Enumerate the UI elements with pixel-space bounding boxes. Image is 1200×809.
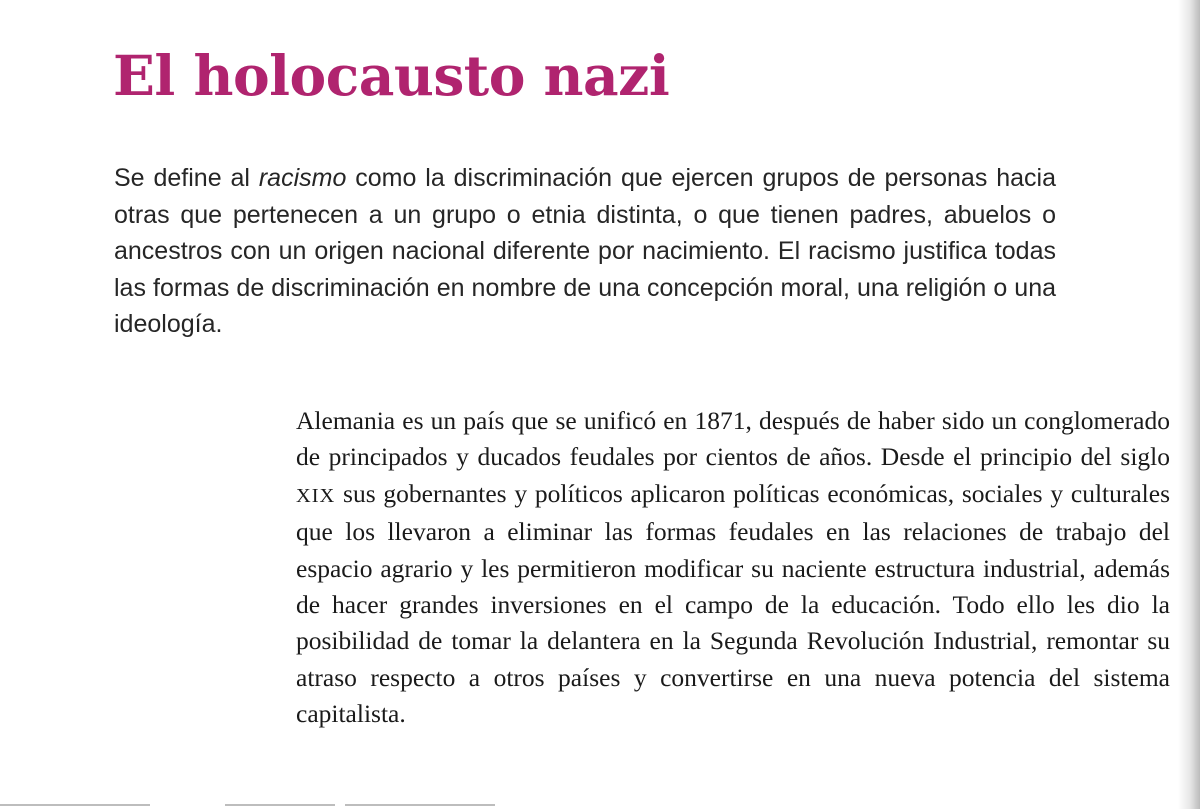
intro-text-end: como la discriminación que ejercen grupos de personas hacia otras que pertenecen a un grupo o etnia distinta, o que tienen padres, abuelos o ancestros con un origen nacional diferente por nacimiento. El racismo justifica todas las formas de discriminación en nombre de una concepción moral, una religión o una ideología. xyxy=(114,164,1056,339)
intro-paragraph xyxy=(114,160,1056,343)
bottom-divider-segment xyxy=(345,804,495,806)
body-paragraph xyxy=(296,403,1170,733)
bottom-divider xyxy=(0,799,1200,809)
page-title: El holocausto nazi xyxy=(113,43,670,108)
body-text-start: Alemania es un país que se unificó en 1871, después de haber sido un conglomerado de principados y ducados feudales por cientos de años. Desde el principio del siglo xyxy=(296,406,1170,472)
intro-italic-term: racismo xyxy=(258,164,347,192)
body-text-end: sus gobernantes y políticos aplicaron políticas económicas, sociales y culturales que los llevaron a eliminar las formas feudales en las relaciones de trabajo del espacio agrario y les permitieron modificar su naciente estructura industrial, además de hacer grandes inversiones en el campo de la educación. Todo ello les dio la posibilidad de tomar la delantera en la Segunda Revolución Industrial, remontar su atraso respecto a otros países y convertirse en una nueva potencia del sistema capitalista. xyxy=(296,478,1170,729)
page-edge-shadow xyxy=(1178,0,1200,809)
bottom-divider-segment xyxy=(225,804,335,806)
century-numeral: XIX xyxy=(296,484,336,507)
bottom-divider-segment xyxy=(0,804,150,806)
intro-text-start: Se define al xyxy=(114,164,259,192)
